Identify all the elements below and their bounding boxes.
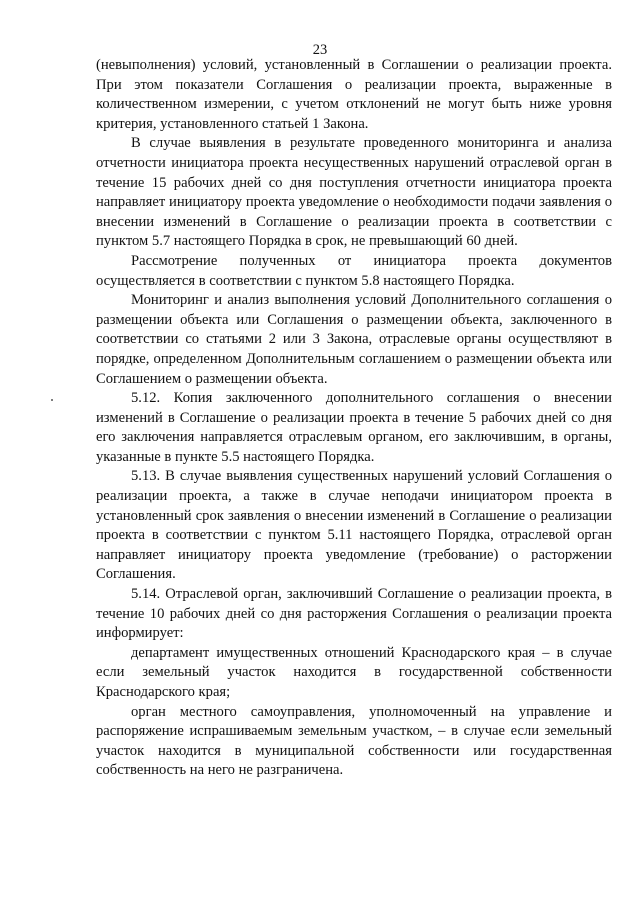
paragraph-monitoring: Мониторинг и анализ выполнения условий Дополнительного соглашения о размещении объекта или Соглашения о размещении объекта, заключенного в соответствии со статьями 2 или 3 Закона, отраслевые органы осуществляют в порядке, определенном Дополнительным соглашением о размещении объекта или Соглашением о размещении объекта. [96,292,612,387]
paragraph-department: департамент имущественных отношений Краснодарского края – в случае если земельный участок находится в государственной собственности Краснодарского края; [96,644,612,700]
paragraph-continuation: (невыполнения) условий, установленный в Соглашении о реализации проекта. При этом показатели Соглашения о реализации проекта, выраженные в количественном измерении, с учетом отклонений не могут быть ниже уровня критерия, установленного статьей 1 Закона. [96,57,612,132]
paragraph-violations: В случае выявления в результате проведенного мониторинга и анализа отчетности инициатора проекта несущественных нарушений отраслевой орган в течение 15 рабочих дней со дня поступления отчетности инициатора проекта направляет инициатору проекта уведомление о необходимости подачи заявления о внесении изменений в Соглашение о реализации проекта в соответствии с пунктом 5.7 настоящего Порядка в срок, не превышающий 60 дней. [96,135,612,250]
scan-speck [51,399,53,401]
paragraph-5-14: 5.14. Отраслевой орган, заключивший Соглашение о реализации проекта, в течение 10 рабочих дней со дня расторжения Соглашения о реализации проекта информирует: [96,586,612,642]
paragraph-local-authority: орган местного самоуправления, уполномоченный на управление и распоряжение испрашиваемым земельным участком, – в случае если земельный участок находится в муниципальной собственности или государственная собственность на него не разграничена. [96,703,612,779]
page-number: 23 [312,42,328,58]
document-body [96,56,612,781]
paragraph-5-12: 5.12. Копия заключенного дополнительного соглашения о внесении изменений в Соглашение о реализации проекта в течение 5 рабочих дней со дня его заключения направляется отраслевым органом, его заключившим, в органы, указанные в пункте 5.5 настоящего Порядка. [96,390,612,465]
paragraph-5-13: 5.13. В случае выявления существенных нарушений условий Соглашения о реализации проекта, а также в случае неподачи инициатором проекта в установленный срок заявления о внесении изменений в Соглашение о реализации проекта в соответствии с пунктом 5.11 настоящего Порядка, отраслевой орган направляет инициатору проекта уведомление (требование) о расторжении Соглашения. [96,468,612,583]
paragraph-review: Рассмотрение полученных от инициатора проекта документов осуществляется в соответствии с пунктом 5.8 настоящего Порядка. [96,252,612,289]
